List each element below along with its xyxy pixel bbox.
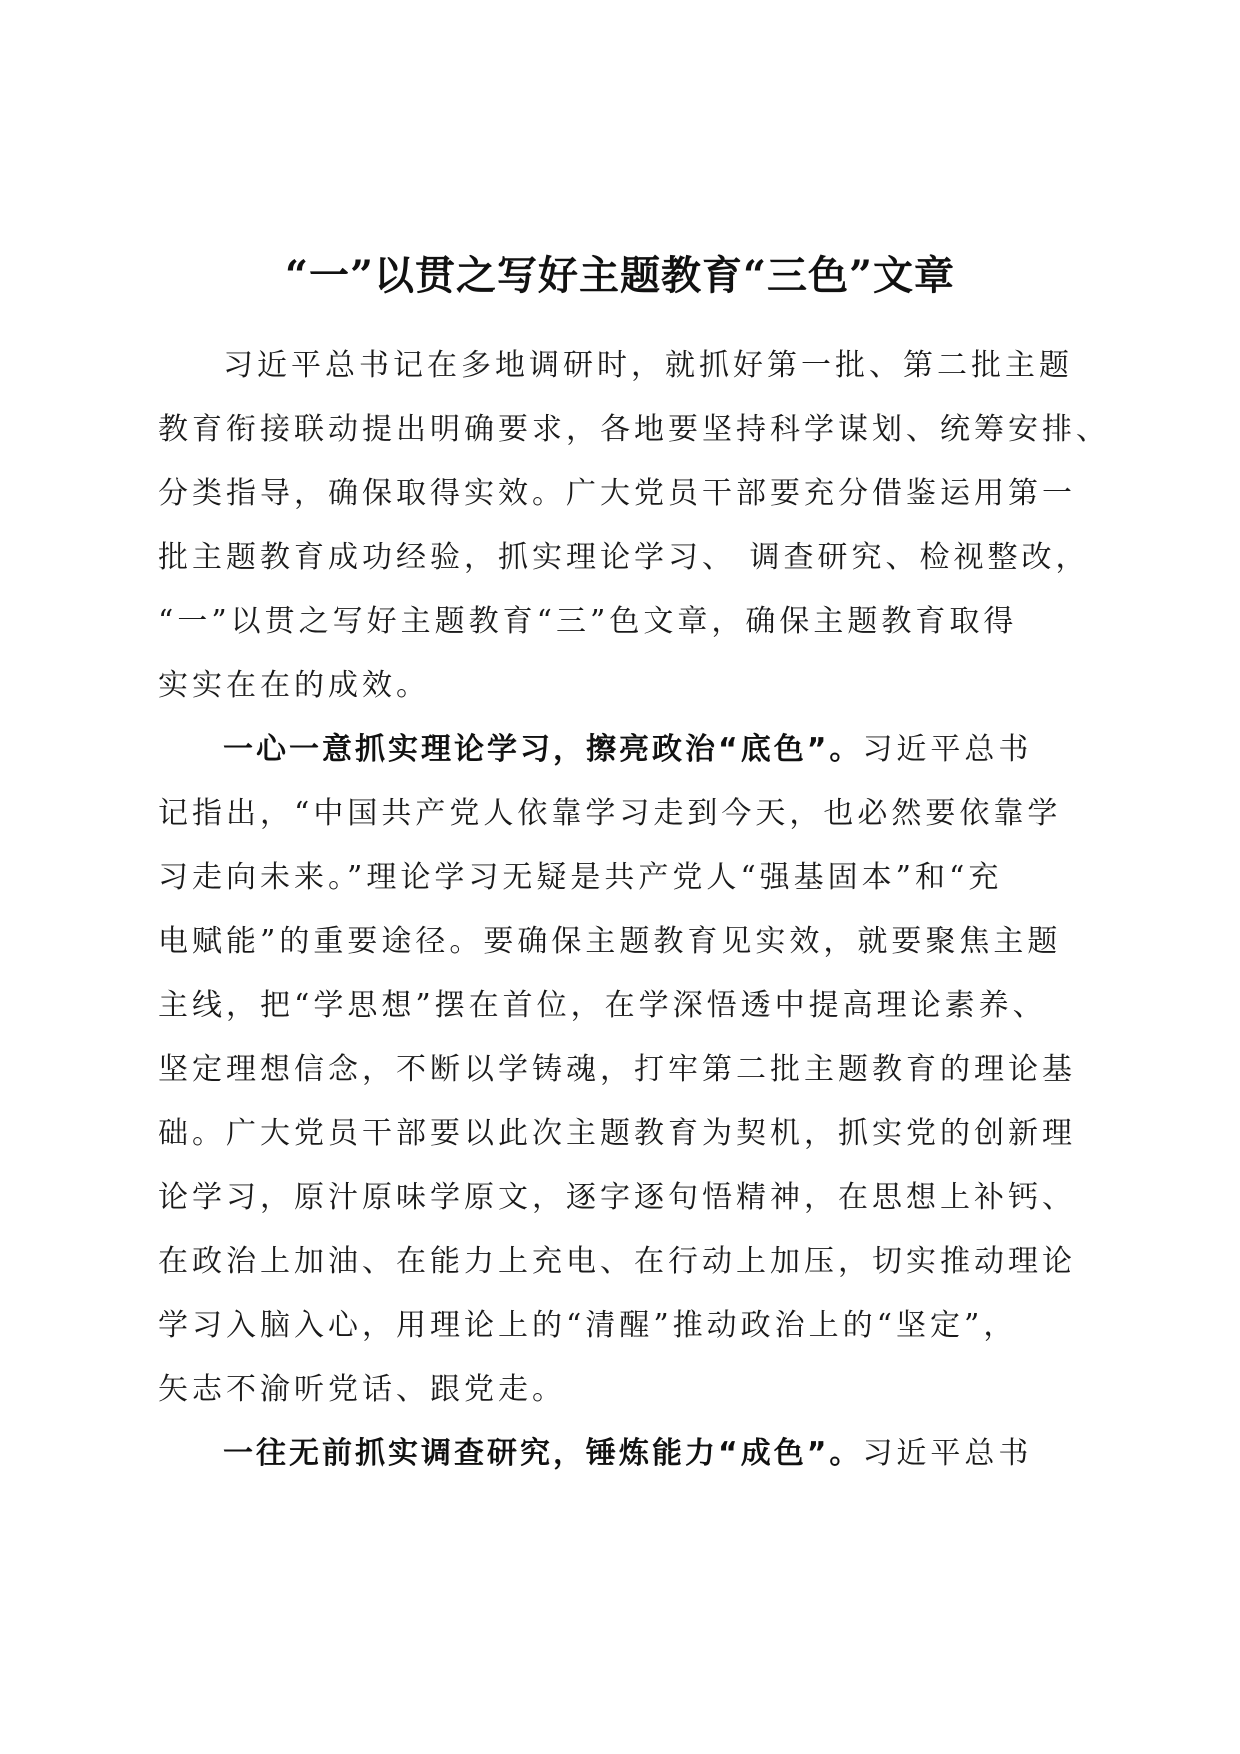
paragraph-2-line-10: 学习入脑入心，用理论上的“清醒”推动政治上的“坚定”， <box>158 1308 1018 1343</box>
paragraph-2-heading: 一心一意抓实理论学习，擦亮政治“底色”。 <box>223 732 863 767</box>
paragraph-2-line-4: 电赋能”的重要途径。要确保主题教育见实效，就要聚焦主题 <box>158 924 1062 959</box>
paragraph-2-line-9: 在政治上加油、在能力上充电、在行动上加压，切实推动理论 <box>158 1244 1076 1279</box>
paragraph-2-line-7: 础。广大党员干部要以此次主题教育为契机，抓实党的创新理 <box>158 1116 1076 1151</box>
paragraph-1-line-1: 习近平总书记在多地调研时，就抓好第一批、第二批主题 <box>223 348 1073 383</box>
paragraph-1-line-4: 批主题教育成功经验，抓实理论学习、 调查研究、检视整改， <box>158 540 1090 575</box>
paragraph-2-line-8: 论学习，原汁原味学原文，逐字逐句悟精神，在思想上补钙、 <box>158 1180 1076 1215</box>
paragraph-2-line-5: 主线，把“学思想”摆在首位，在学深悟透中提高理论素养、 <box>158 988 1047 1023</box>
paragraph-3-heading: 一往无前抓实调查研究，锤炼能力“成色”。 <box>223 1436 863 1471</box>
paragraph-3-line-1-text: 习近平总书 <box>862 1436 1033 1471</box>
paragraph-2-line-2: 记指出，“中国共产党人依靠学习走到今天，也必然要依靠学 <box>158 796 1062 831</box>
paragraph-1-line-2: 教育衔接联动提出明确要求，各地要坚持科学谋划、统筹安排、 <box>158 412 1110 447</box>
paragraph-2-line-3: 习走向未来。”理论学习无疑是共产党人“强基固本”和“充 <box>158 860 1003 895</box>
paragraph-2-line-6: 坚定理想信念，不断以学铸魂，打牢第二批主题教育的理论基 <box>158 1052 1076 1087</box>
paragraph-1-line-3: 分类指导，确保取得实效。广大党员干部要充分借鉴运用第一 <box>158 476 1076 511</box>
paragraph-1-line-5: “一”以贯之写好主题教育“三”色文章，确保主题教育取得 <box>158 604 1018 639</box>
paragraph-3-line-1 <box>223 1422 1183 1486</box>
paragraph-2-line-1-text: 习近平总书 <box>862 732 1033 767</box>
document-title: “一”以贯之写好主题教育“三色”文章 <box>284 252 956 299</box>
paragraph-2-line-1 <box>223 718 1183 782</box>
paragraph-1-line-6: 实实在在的成效。 <box>158 668 430 703</box>
paragraph-2-line-11: 矢志不渝听党话、跟党走。 <box>158 1372 566 1407</box>
